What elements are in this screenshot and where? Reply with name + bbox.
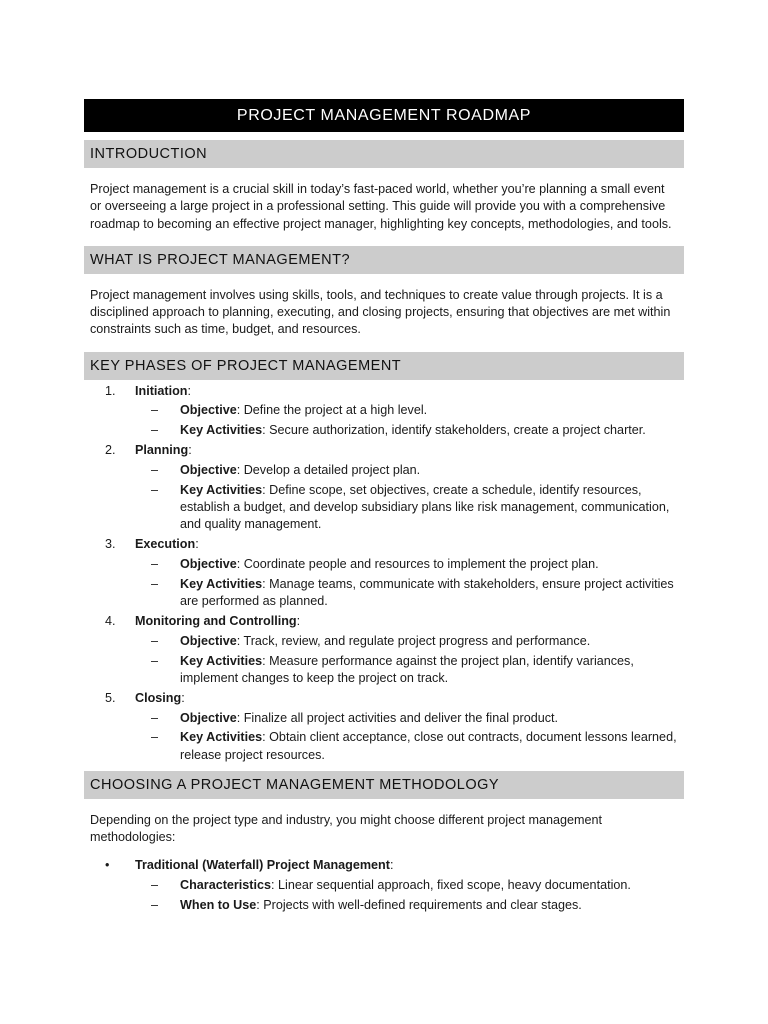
phase-name: Planning <box>135 443 189 458</box>
phase-name: Initiation <box>135 383 188 398</box>
phase-name: Execution <box>135 537 196 552</box>
phase-detail: – Key Activities: Manage teams, communicate with stakeholders, ensure project activities are performed as planned. <box>151 576 674 608</box>
section-heading-text: WHAT IS PROJECT MANAGEMENT? <box>90 251 351 268</box>
phase-item: 4. Monitoring and Controlling: – Objective: Track, review, and regulate project progress and performance. – Key Activities: Measure performance against the project plan, identify variances, implement changes to keep the project on track. <box>84 613 684 687</box>
detail-label: Objective <box>180 633 237 648</box>
phase-name: Closing <box>135 690 182 705</box>
section-heading-what-is-pm <box>84 246 684 274</box>
detail-label: When to Use <box>180 897 257 912</box>
phases-list <box>84 383 684 764</box>
phase-item: 5. Closing: – Objective: Finalize all project activities and deliver the final product. – Key Activities: Obtain client acceptance, close out contracts, document lessons learned, release project resources. <box>84 690 684 764</box>
detail-label: Objective <box>180 462 237 477</box>
what-is-pm-paragraph: Project management involves using skills, tools, and techniques to create value through projects. It is a disciplined approach to planning, executing, and closing projects, ensuring that objectives are met within constraints such as time, budget, and resources. <box>90 287 671 337</box>
phase-detail: – Objective: Coordinate people and resources to implement the project plan. <box>151 556 599 571</box>
detail-text: : Measure performance against the project plan, identify variances, implement changes to keep the project on track. <box>180 653 634 685</box>
phase-detail: – Key Activities: Obtain client acceptance, close out contracts, document lessons learned, release project resources. <box>151 730 677 762</box>
methodology-detail: – When to Use: Projects with well-defined requirements and clear stages. <box>151 897 582 912</box>
phase-detail: – Objective: Develop a detailed project plan. <box>151 462 421 477</box>
phase-number: 2. <box>105 443 116 458</box>
phase-item: 1. Initiation: – Objective: Define the project at a high level. – Key Activities: Secure authorization, identify stakeholders, create a project charter. <box>84 383 684 440</box>
detail-label: Key Activities <box>180 730 263 745</box>
detail-label: Key Activities <box>180 482 263 497</box>
phase-detail: – Objective: Define the project at a high level. <box>151 403 428 418</box>
methodology-detail: – Characteristics: Linear sequential approach, fixed scope, heavy documentation. <box>151 877 631 892</box>
detail-text: : Define the project at a high level. <box>236 403 428 418</box>
detail-text: : Projects with well-defined requirements and clear stages. <box>256 897 582 912</box>
phase-item: 3. Execution: – Objective: Coordinate people and resources to implement the project plan. – Key Activities: Manage teams, communicate with stakeholders, ensure project activities are performed as planned. <box>84 536 684 610</box>
detail-text: : Track, review, and regulate project progress and performance. <box>236 633 591 648</box>
section-heading-text: CHOOSING A PROJECT MANAGEMENT METHODOLOGY <box>90 776 500 793</box>
phase-detail: – Key Activities: Define scope, set objectives, create a schedule, identify resources, establish a budget, and develop subsidiary plans like risk management, communication, and quality management. <box>151 482 670 532</box>
detail-text: : Manage teams, communicate with stakeholders, ensure project activities are performed as planned. <box>180 576 674 608</box>
detail-label: Objective <box>180 556 237 571</box>
methodology-name: Traditional (Waterfall) Project Management <box>135 858 390 873</box>
detail-text: : Develop a detailed project plan. <box>236 462 421 477</box>
methodology-item: • Traditional (Waterfall) Project Management: – Characteristics: Linear sequential approach, fixed scope, heavy documentation. – When to Use: Projects with well-defined requirements and clear stages. <box>84 857 684 914</box>
section-heading-key-phases <box>84 352 684 380</box>
detail-text: : Obtain client acceptance, close out contracts, document lessons learned, release project resources. <box>180 730 677 762</box>
phase-number: 1. <box>105 383 116 398</box>
phase-item: 2. Planning: – Objective: Develop a detailed project plan. – Key Activities: Define scope, set objectives, create a schedule, identify resources, establish a budget, and develop subsidiary plans like risk management, communication, and quality management. <box>84 442 684 533</box>
detail-label: Characteristics <box>180 877 272 892</box>
detail-label: Objective <box>180 710 237 725</box>
document-title <box>84 99 684 132</box>
phase-name: Monitoring and Controlling <box>135 614 297 629</box>
document-page <box>84 99 684 914</box>
detail-text: : Linear sequential approach, fixed scope, heavy documentation. <box>271 877 631 892</box>
phase-number: 3. <box>105 537 116 552</box>
bullet-icon: • <box>105 858 110 873</box>
detail-text: : Coordinate people and resources to implement the project plan. <box>236 556 599 571</box>
phase-detail: – Key Activities: Measure performance against the project plan, identify variances, implement changes to keep the project on track. <box>151 653 634 685</box>
detail-label: Key Activities <box>180 423 263 438</box>
section-heading-introduction <box>84 140 684 168</box>
methodology-list <box>84 857 684 914</box>
document-title-text: PROJECT MANAGEMENT ROADMAP <box>236 106 532 124</box>
methodology-paragraph: Depending on the project type and industry, you might choose different project management methodologies: <box>90 812 602 845</box>
section-heading-text: INTRODUCTION <box>90 146 208 162</box>
detail-label: Objective <box>180 403 237 418</box>
phase-number: 4. <box>105 614 116 629</box>
intro-paragraph: Project management is a crucial skill in today’s fast-paced world, whether you’re planning a small event or overseeing a large project in a professional setting. This guide will provide you with a comprehensive roadmap to becoming an effective project manager, highlighting key concepts, methodologies, and tools. <box>90 182 672 231</box>
phase-detail: – Objective: Track, review, and regulate project progress and performance. <box>151 633 591 648</box>
phase-number: 5. <box>105 690 116 705</box>
detail-text: : Finalize all project activities and deliver the final product. <box>236 710 559 725</box>
detail-label: Key Activities <box>180 653 263 668</box>
section-heading-methodology <box>84 771 684 799</box>
section-heading-text: KEY PHASES OF PROJECT MANAGEMENT <box>90 357 402 374</box>
detail-text: : Secure authorization, identify stakeholders, create a project charter. <box>262 423 646 438</box>
detail-text: : Define scope, set objectives, create a schedule, identify resources, establish a budget, and develop subsidiary plans like risk management, communication, and quality management. <box>180 482 670 532</box>
detail-label: Key Activities <box>180 576 263 591</box>
phase-detail: – Objective: Finalize all project activities and deliver the final product. <box>151 710 559 725</box>
phase-detail: – Key Activities: Secure authorization, identify stakeholders, create a project charter. <box>151 423 646 438</box>
